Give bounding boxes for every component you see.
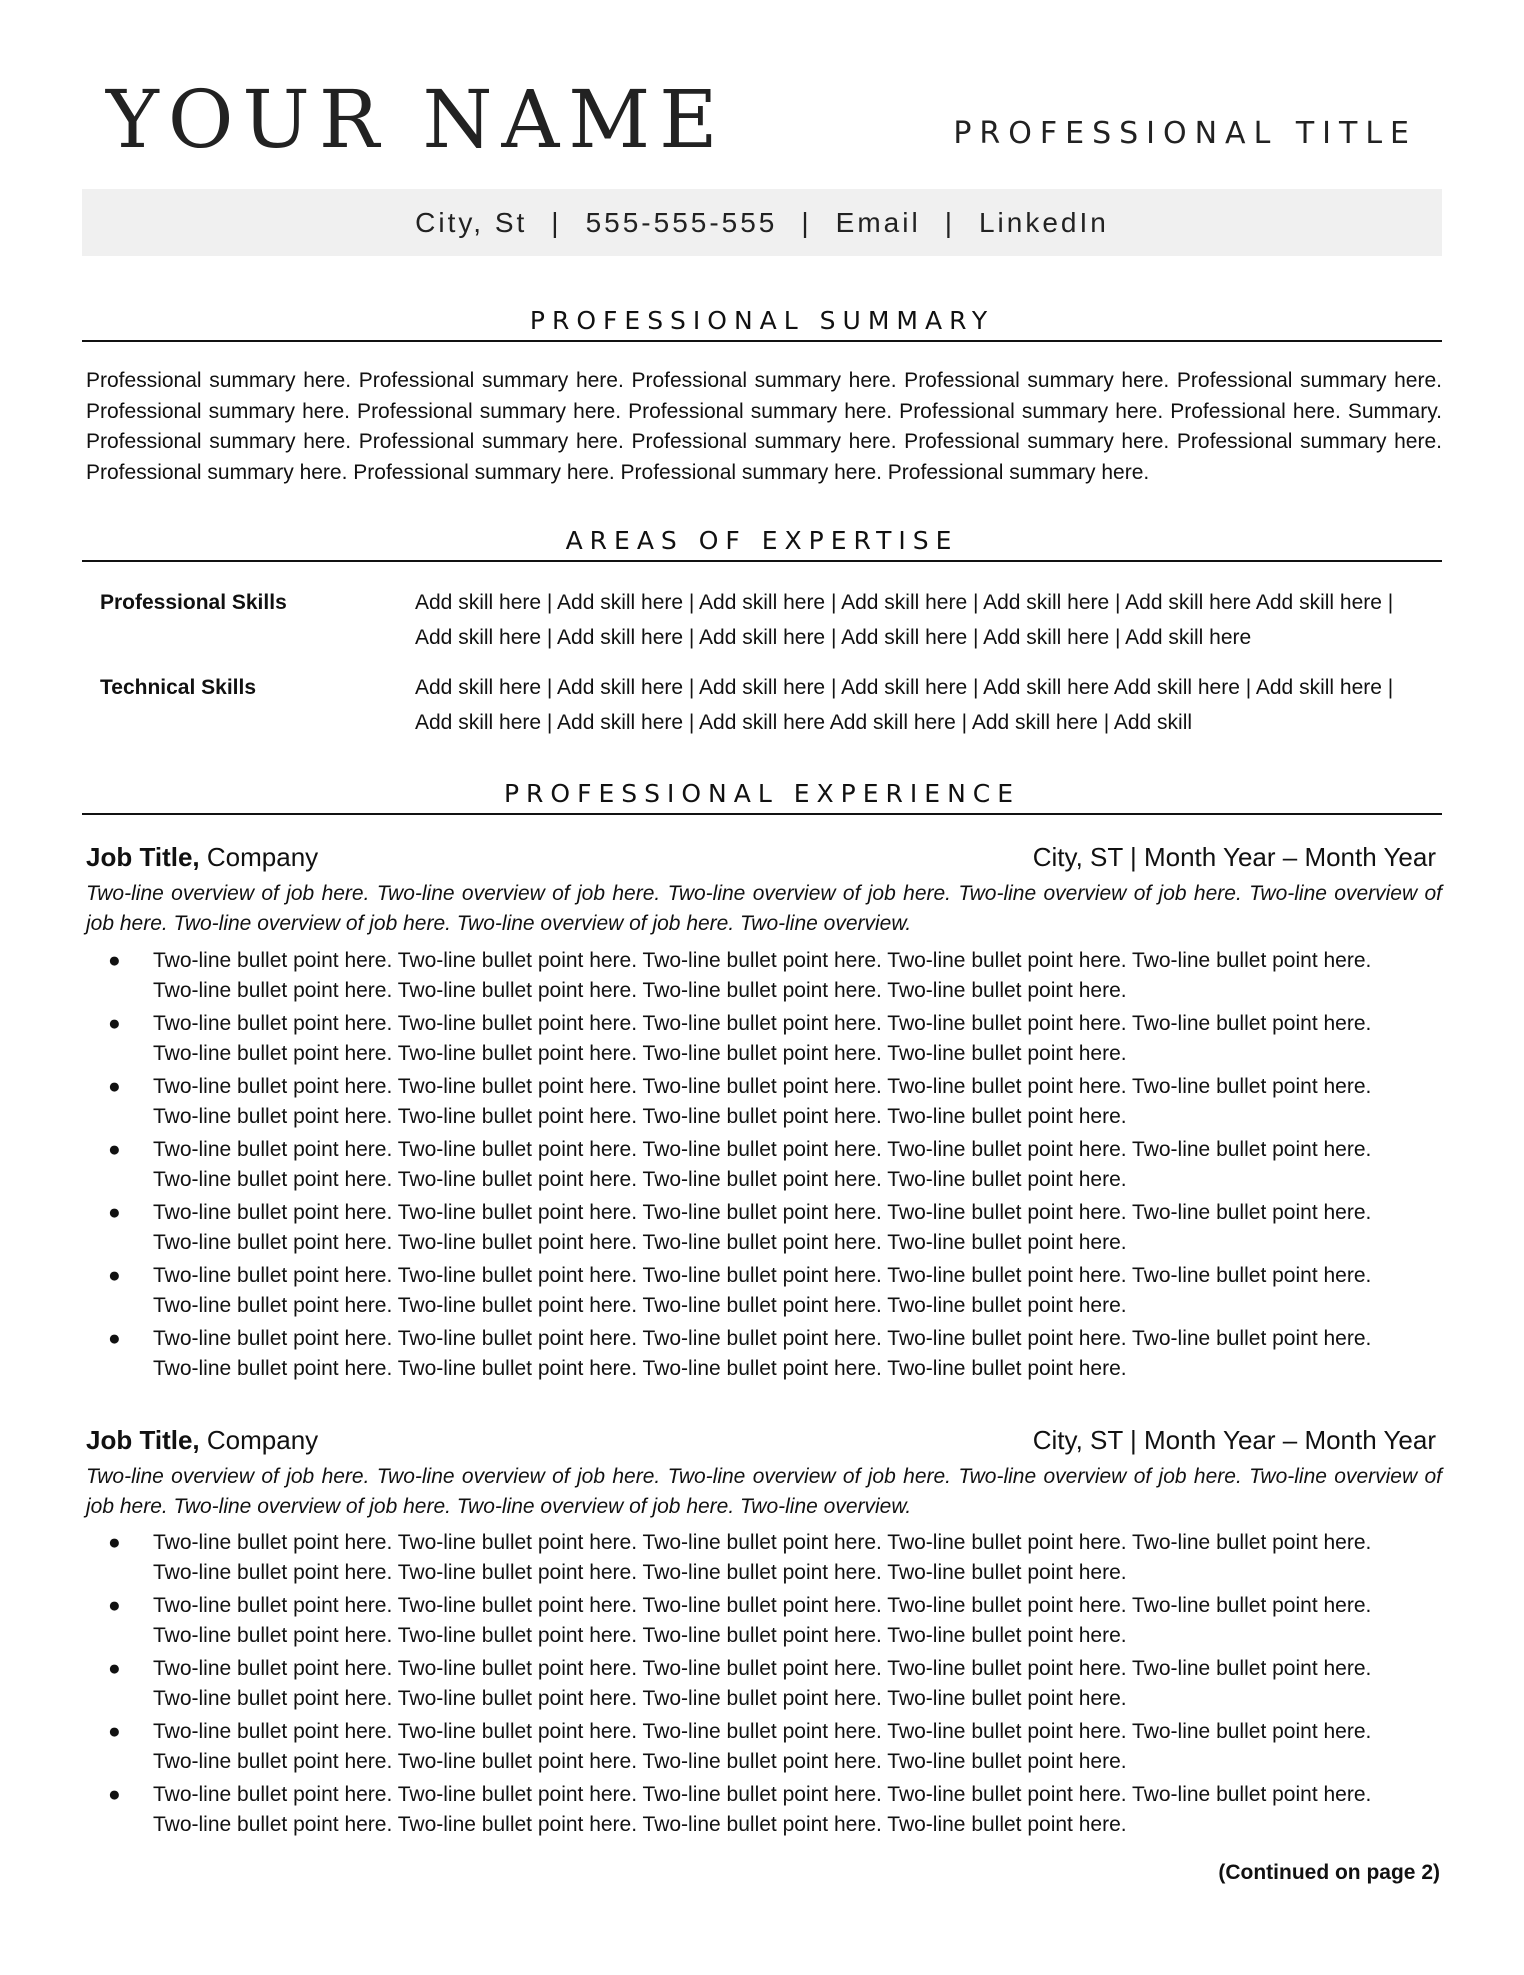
skills-label: Technical Skills xyxy=(100,676,257,699)
bullet-text: Two-line bullet point here. Two-line bullet point here. Two-line bullet point here. Two-line bullet point here. Two-line bullet point here. Two-line bullet point here. Two-line bullet point here. Two-line bullet point here. Two-line bullet point here. xyxy=(153,1075,1372,1128)
skills-list: Add skill here | Add skill here | Add skill here | Add skill here | Add skill here Add skill here | Add skill here | Add skill here | Add skill here | Add skill here Add skill here | Add skill here | Add skill xyxy=(415,676,1394,734)
contact-separator: | xyxy=(944,206,955,238)
contact-separator: | xyxy=(551,206,562,238)
list-item xyxy=(86,1591,1446,1651)
bullet-text: Two-line bullet point here. Two-line bullet point here. Two-line bullet point here. Two-line bullet point here. Two-line bullet point here. Two-line bullet point here. Two-line bullet point here. Two-line bullet point here. Two-line bullet point here. xyxy=(153,1327,1372,1380)
contact-email[interactable]: Email xyxy=(835,206,921,238)
skills-label: Professional Skills xyxy=(100,591,287,614)
continued-note: (Continued on page 2) xyxy=(1218,1861,1440,1884)
job-title: Job Title, xyxy=(86,842,200,872)
list-item xyxy=(86,1717,1446,1777)
bullet-icon: ● xyxy=(108,1783,121,1806)
list-item xyxy=(86,1528,1446,1588)
bullet-icon: ● xyxy=(108,1264,121,1287)
job-overview: Two-line overview of job here. Two-line overview of job here. Two-line overview of job here. Two-line overview of job here. Two-line overview of job here. Two-line overview of job here. Two-line overview of job here. Two-line overview. xyxy=(86,1465,1442,1518)
summary-heading: PROFESSIONAL SUMMARY xyxy=(82,305,1442,342)
bullet-text: Two-line bullet point here. Two-line bullet point here. Two-line bullet point here. Two-line bullet point here. Two-line bullet point here. Two-line bullet point here. Two-line bullet point here. Two-line bullet point here. Two-line bullet point here. xyxy=(153,1264,1372,1317)
contact-city: City, St xyxy=(415,206,528,238)
bullet-text: Two-line bullet point here. Two-line bullet point here. Two-line bullet point here. Two-line bullet point here. Two-line bullet point here. Two-line bullet point here. Two-line bullet point here. Two-line bullet point here. Two-line bullet point here. xyxy=(153,1594,1372,1647)
bullet-icon: ● xyxy=(108,1327,121,1350)
bullet-icon: ● xyxy=(108,1720,121,1743)
bullet-text: Two-line bullet point here. Two-line bullet point here. Two-line bullet point here. Two-line bullet point here. Two-line bullet point here. Two-line bullet point here. Two-line bullet point here. Two-line bullet point here. Two-line bullet point here. xyxy=(153,1783,1372,1836)
job-overview: Two-line overview of job here. Two-line overview of job here. Two-line overview of job here. Two-line overview of job here. Two-line overview of job here. Two-line overview of job here. Two-line overview of job here. Two-line overview. xyxy=(86,882,1442,935)
list-item xyxy=(86,1198,1446,1258)
bullet-icon: ● xyxy=(108,1075,121,1098)
job-header xyxy=(86,840,1436,874)
job-header xyxy=(86,1423,1436,1457)
bullet-icon: ● xyxy=(108,1138,121,1161)
job-bullet-list xyxy=(86,1528,1446,1843)
list-item xyxy=(86,1009,1446,1069)
skills-list: Add skill here | Add skill here | Add skill here | Add skill here | Add skill here | Add skill here Add skill here | Add skill here | Add skill here | Add skill here | Add skill here | Add skill here | Add skill here xyxy=(415,591,1394,649)
expertise-heading: AREAS OF EXPERTISE xyxy=(82,525,1442,562)
job-company: Company xyxy=(206,1425,319,1455)
list-item xyxy=(86,1261,1446,1321)
list-item xyxy=(86,1780,1446,1840)
contact-phone: 555-555-555 xyxy=(585,206,778,238)
bullet-text: Two-line bullet point here. Two-line bullet point here. Two-line bullet point here. Two-line bullet point here. Two-line bullet point here. Two-line bullet point here. Two-line bullet point here. Two-line bullet point here. Two-line bullet point here. xyxy=(153,949,1372,1002)
job-company: Company xyxy=(206,842,319,872)
list-item xyxy=(86,1135,1446,1195)
list-item xyxy=(86,1654,1446,1714)
contact-bar xyxy=(82,189,1442,256)
bullet-text: Two-line bullet point here. Two-line bullet point here. Two-line bullet point here. Two-line bullet point here. Two-line bullet point here. Two-line bullet point here. Two-line bullet point here. Two-line bullet point here. Two-line bullet point here. xyxy=(153,1201,1372,1254)
bullet-icon: ● xyxy=(108,1012,121,1035)
bullet-icon: ● xyxy=(108,949,121,972)
experience-heading: PROFESSIONAL EXPERIENCE xyxy=(82,778,1442,815)
summary-text: Professional summary here. Professional summary here. Professional summary here. Professional summary here. Professional summary here. Professional summary here. Professional summary here. Professional summary here. Professional summary here. Professional here. Summary. Professional summary here. Professional summary here. Professional summary here. Professional summary here. Professional summary here. Professional summary here. Professional summary here. Professional summary here. Professional summary here. xyxy=(86,369,1442,484)
list-item xyxy=(86,1324,1446,1384)
bullet-icon: ● xyxy=(108,1594,121,1617)
job-location-dates: City, ST | Month Year – Month Year xyxy=(1032,1425,1436,1455)
list-item xyxy=(86,946,1446,1006)
job-title: Job Title, xyxy=(86,1425,200,1455)
bullet-text: Two-line bullet point here. Two-line bullet point here. Two-line bullet point here. Two-line bullet point here. Two-line bullet point here. Two-line bullet point here. Two-line bullet point here. Two-line bullet point here. Two-line bullet point here. xyxy=(153,1531,1372,1584)
bullet-icon: ● xyxy=(108,1657,121,1680)
bullet-text: Two-line bullet point here. Two-line bullet point here. Two-line bullet point here. Two-line bullet point here. Two-line bullet point here. Two-line bullet point here. Two-line bullet point here. Two-line bullet point here. Two-line bullet point here. xyxy=(153,1720,1372,1773)
candidate-name: YOUR NAME xyxy=(106,73,727,166)
bullet-text: Two-line bullet point here. Two-line bullet point here. Two-line bullet point here. Two-line bullet point here. Two-line bullet point here. Two-line bullet point here. Two-line bullet point here. Two-line bullet point here. Two-line bullet point here. xyxy=(153,1138,1372,1191)
bullet-text: Two-line bullet point here. Two-line bullet point here. Two-line bullet point here. Two-line bullet point here. Two-line bullet point here. Two-line bullet point here. Two-line bullet point here. Two-line bullet point here. Two-line bullet point here. xyxy=(153,1657,1372,1710)
bullet-icon: ● xyxy=(108,1201,121,1224)
job-location-dates: City, ST | Month Year – Month Year xyxy=(1032,842,1436,872)
list-item xyxy=(86,1072,1446,1132)
professional-title: PROFESSIONAL TITLE xyxy=(953,116,1417,151)
contact-separator: | xyxy=(801,206,812,238)
bullet-icon: ● xyxy=(108,1531,121,1554)
contact-linkedin[interactable]: LinkedIn xyxy=(978,206,1109,238)
job-bullet-list xyxy=(86,946,1446,1387)
bullet-text: Two-line bullet point here. Two-line bullet point here. Two-line bullet point here. Two-line bullet point here. Two-line bullet point here. Two-line bullet point here. Two-line bullet point here. Two-line bullet point here. Two-line bullet point here. xyxy=(153,1012,1372,1065)
